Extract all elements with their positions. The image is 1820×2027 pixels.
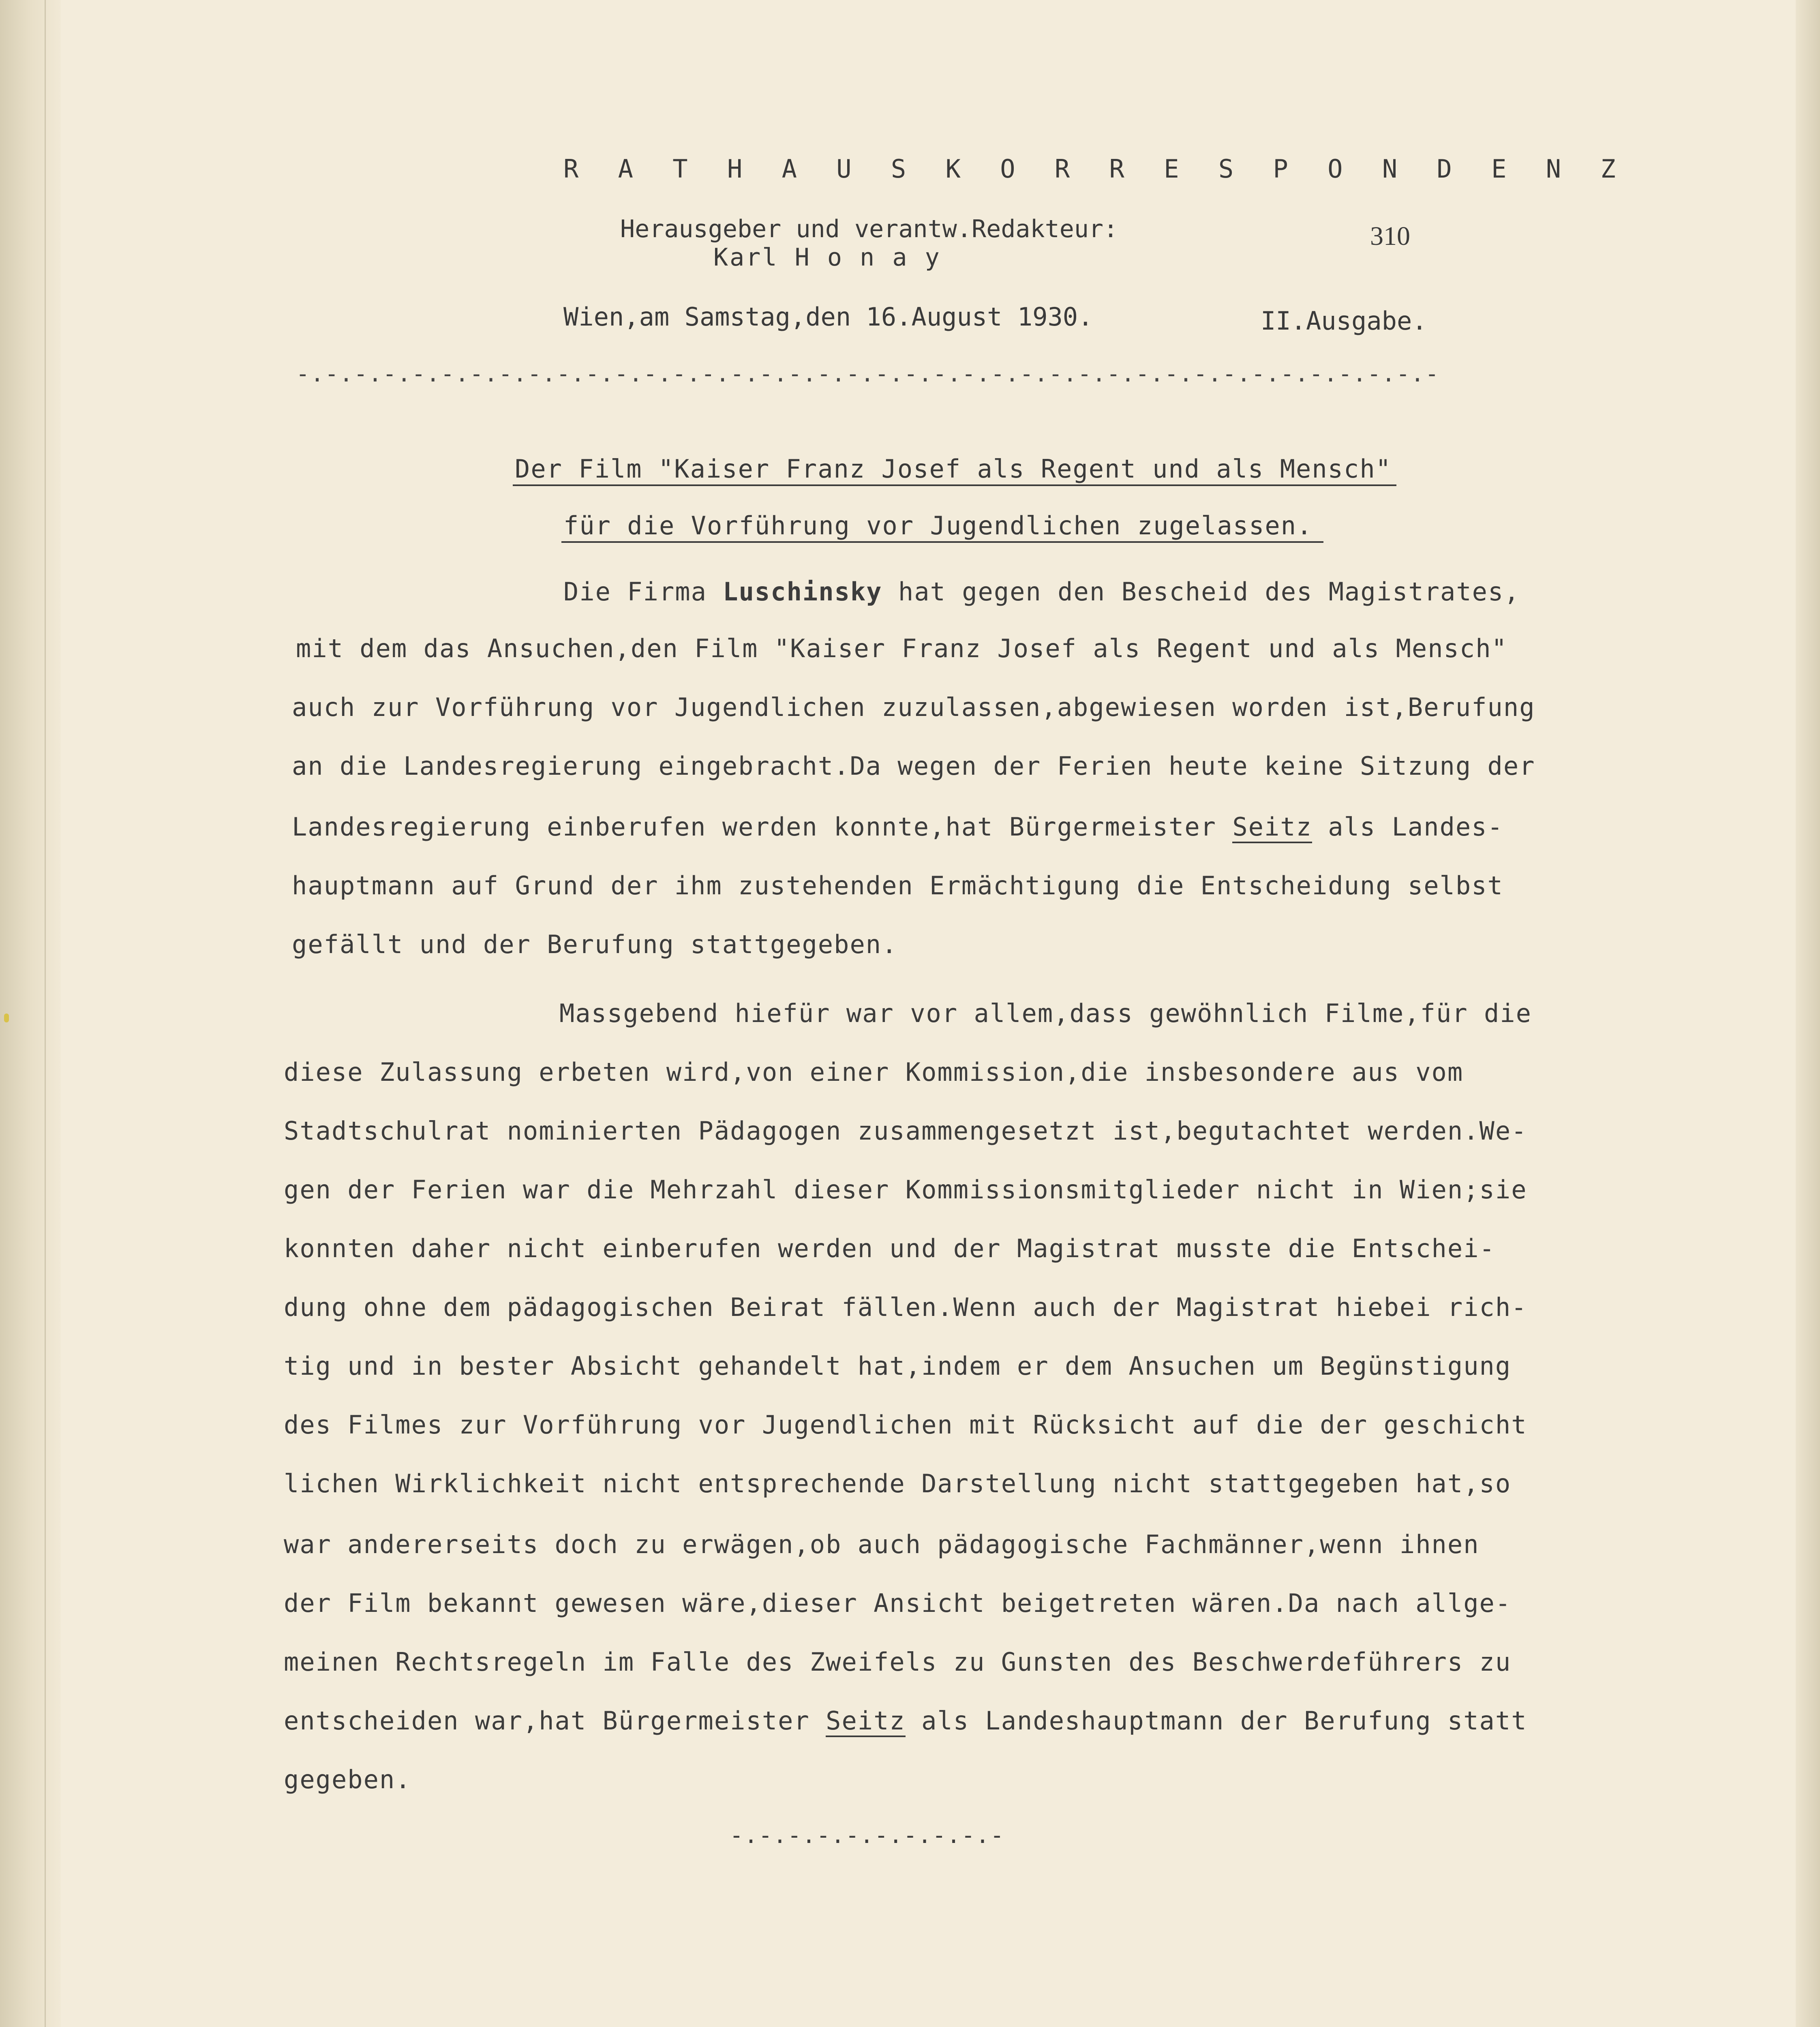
paragraph-1-line-4: an die Landesregierung eingebracht.Da wegen der Ferien heute keine Sitzung der <box>292 751 1535 781</box>
headline-underline-2 <box>561 541 1323 543</box>
issue-number: 310 <box>1370 221 1410 251</box>
paragraph-2-line-14: gegeben. <box>284 1765 411 1794</box>
paragraph-2-line-1: Massgebend hiefür war vor allem,dass gewöhnlich Filme,für die <box>559 999 1532 1028</box>
company-name: Luschinsky <box>723 577 882 606</box>
paragraph-2-line-2: diese Zulassung erbeten wird,von einer Kommission,die insbesondere aus vom <box>284 1057 1464 1087</box>
publisher-line: Herausgeber und verantw.Redakteur: <box>620 215 1118 243</box>
text-segment: als Landes- <box>1312 812 1503 842</box>
masthead-title: R A T H A U S K O R R E S P O N D E N Z <box>563 154 1628 184</box>
text-segment: hat gegen den Bescheid des Magistrates, <box>882 577 1520 606</box>
paragraph-2-line-9: lichen Wirklichkeit nicht entsprechende Darstellung nicht stattgegeben hat,so <box>284 1469 1512 1498</box>
text-segment: entscheiden war,hat Bürgermeister <box>284 1706 826 1736</box>
page-edge <box>1796 0 1820 2027</box>
headline-underline-1 <box>513 484 1396 486</box>
headline-line-1: Der Film "Kaiser Franz Josef als Regent und als Mensch" <box>515 454 1392 484</box>
paragraph-2-line-13 <box>284 1707 1527 1735</box>
paragraph-1-line-5 <box>292 813 1503 841</box>
mayor-name: Seitz <box>826 1706 906 1737</box>
edition-label: II.Ausgabe. <box>1261 306 1427 336</box>
paragraph-2-line-4: gen der Ferien war die Mehrzahl dieser Kommissionsmitglieder nicht in Wien;sie <box>284 1175 1527 1204</box>
paragraph-1-line-1 <box>563 578 1520 606</box>
paragraph-2-line-3: Stadtschulrat nominierten Pädagogen zusammengesetzt ist,begutachtet werden.We- <box>284 1116 1527 1146</box>
text-segment: Die Firma <box>563 577 723 606</box>
binding-shadow <box>0 0 61 2027</box>
paragraph-2-line-10: war andererseits doch zu erwägen,ob auch pädagogische Fachmänner,wenn ihnen <box>284 1530 1480 1559</box>
paragraph-1-line-2: mit dem das Ansuchen,den Film "Kaiser Franz Josef als Regent und als Mensch" <box>296 634 1507 663</box>
paper-speck <box>4 1014 9 1022</box>
paragraph-2-line-7: tig und in bester Absicht gehandelt hat,indem er dem Ansuchen um Begünstigung <box>284 1351 1512 1381</box>
date-line: Wien,am Samstag,den 16.August 1930. <box>563 302 1093 332</box>
editor-name: Karl H o n a y <box>713 243 941 272</box>
paragraph-2-line-5: konnten daher nicht einberufen werden und der Magistrat musste die Entschei- <box>284 1234 1495 1263</box>
text-segment: als Landeshauptmann der Berufung statt <box>905 1706 1527 1736</box>
end-divider: -.-.-.-.-.-.-.-.-.- <box>730 1822 1005 1849</box>
headline-line-2: für die Vorführung vor Jugendlichen zugelassen. <box>563 511 1313 540</box>
paragraph-2-line-8: des Filmes zur Vorführung vor Jugendlichen mit Rücksicht auf die der geschicht <box>284 1410 1527 1440</box>
paragraph-2-line-11: der Film bekannt gewesen wäre,dieser Ansicht beigetreten wären.Da nach allge- <box>284 1588 1512 1618</box>
binding-edge <box>45 0 46 2027</box>
text-segment: Landesregierung einberufen werden konnte,hat Bürgermeister <box>292 812 1233 842</box>
header-divider: -.-.-.-.-.-.-.-.-.-.-.-.-.-.-.-.-.-.-.-.-.-.-.-.-.-.-.-.-.-.-.-.-.-.-.-.-.-.-.- <box>296 361 1440 387</box>
paragraph-2-line-12: meinen Rechtsregeln im Falle des Zweifels zu Gunsten des Beschwerdeführers zu <box>284 1647 1512 1677</box>
paragraph-1-line-6: hauptmann auf Grund der ihm zustehenden Ermächtigung die Entscheidung selbst <box>292 871 1503 900</box>
paragraph-1-line-3: auch zur Vorführung vor Jugendlichen zuzulassen,abgewiesen worden ist,Berufung <box>292 692 1535 722</box>
paragraph-1-line-7: gefällt und der Berufung stattgegeben. <box>292 930 898 959</box>
mayor-name: Seitz <box>1232 812 1312 843</box>
paragraph-2-line-6: dung ohne dem pädagogischen Beirat fällen.Wenn auch der Magistrat hiebei rich- <box>284 1292 1527 1322</box>
